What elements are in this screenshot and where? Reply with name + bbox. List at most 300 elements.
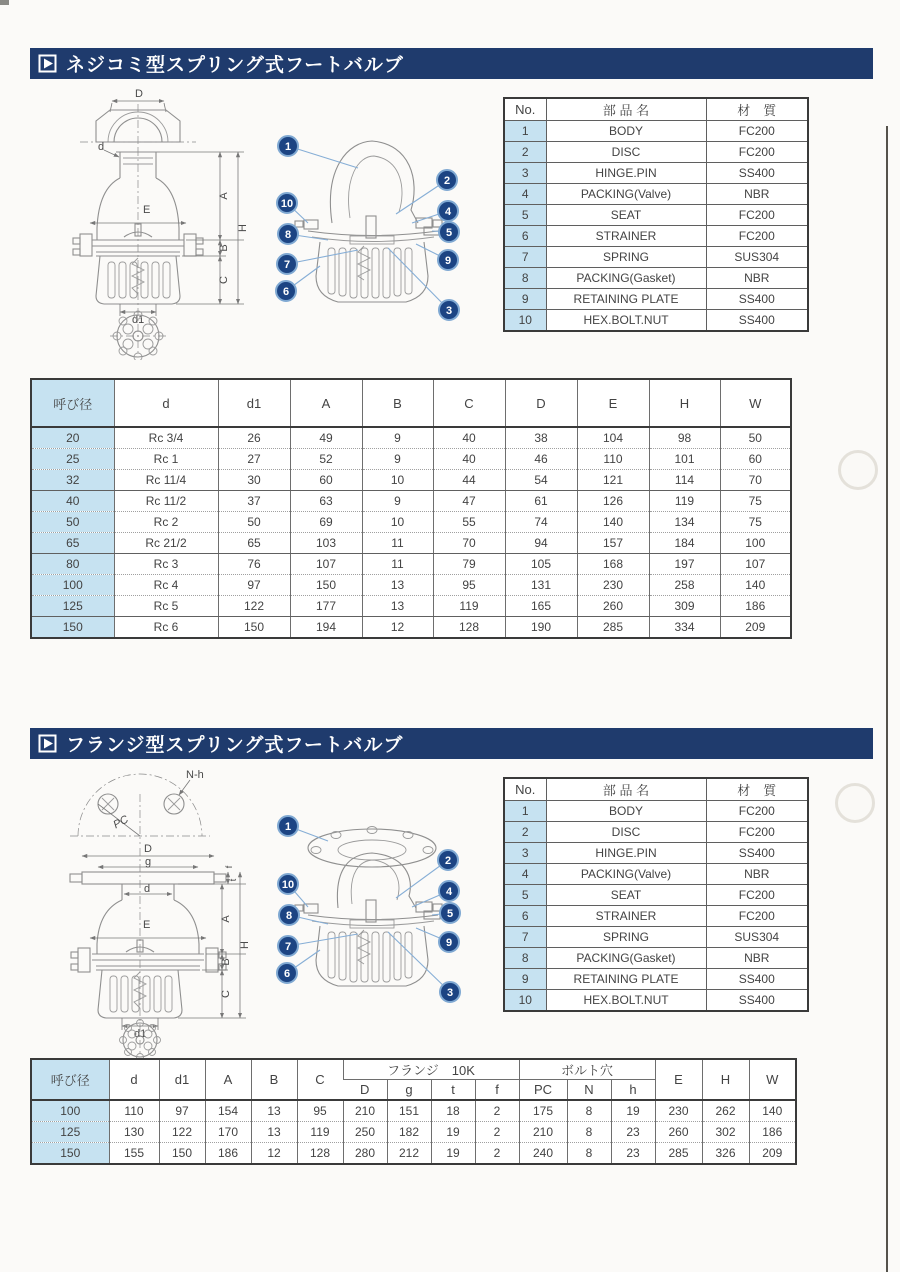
col-d: d xyxy=(109,1059,159,1100)
table-row xyxy=(504,885,808,906)
callout-number: 3 xyxy=(445,305,453,317)
callout-number: 5 xyxy=(446,908,454,920)
parts-header-row xyxy=(504,778,808,801)
table-cell: 150 xyxy=(31,617,114,639)
table-cell: DISC xyxy=(546,822,706,843)
table-cell: 230 xyxy=(577,575,649,596)
callout-leader-line xyxy=(288,146,358,168)
dim-label-t: t xyxy=(228,878,238,882)
table-cell: NBR xyxy=(706,864,808,885)
table-cell: FC200 xyxy=(706,906,808,927)
table-cell: 7 xyxy=(504,927,546,948)
table-cell: 60 xyxy=(720,449,791,470)
table-cell: 309 xyxy=(649,596,720,617)
col-E: E xyxy=(655,1059,702,1100)
table-row xyxy=(31,491,791,512)
table-cell: 19 xyxy=(611,1100,655,1122)
table-cell: 121 xyxy=(577,470,649,491)
table-cell: 186 xyxy=(720,596,791,617)
table-cell: 10 xyxy=(504,310,546,332)
table-cell: 260 xyxy=(655,1122,702,1143)
table-cell: 32 xyxy=(31,470,114,491)
table-cell: 140 xyxy=(720,575,791,596)
table-cell: 13 xyxy=(251,1122,297,1143)
col-D: D xyxy=(505,379,577,427)
table-cell: 11 xyxy=(362,533,433,554)
table-cell: 11 xyxy=(362,554,433,575)
table-cell: 4 xyxy=(504,184,546,205)
col-E: E xyxy=(577,379,649,427)
table-cell: 27 xyxy=(218,449,290,470)
callout-number: 3 xyxy=(446,987,454,999)
table-row xyxy=(31,554,791,575)
table-cell: 19 xyxy=(431,1143,475,1165)
table-cell: 210 xyxy=(519,1122,567,1143)
table-cell: 13 xyxy=(362,575,433,596)
table-cell: 52 xyxy=(290,449,362,470)
callout-3 xyxy=(440,982,460,1002)
callout-9 xyxy=(439,932,459,952)
flanged-valve-cutaway-drawing xyxy=(262,808,482,1018)
table-row xyxy=(504,142,808,163)
callout-4 xyxy=(439,881,459,901)
dim1-header-row xyxy=(31,379,791,427)
dim-label-d1: d1 xyxy=(132,314,145,326)
table-cell: Rc 21/2 xyxy=(114,533,218,554)
table-cell: 150 xyxy=(159,1143,205,1165)
table-cell: HEX.BOLT.NUT xyxy=(546,310,706,332)
dim2-header-row-1 xyxy=(31,1059,796,1080)
table-cell: 70 xyxy=(433,533,505,554)
parts-header-row xyxy=(504,98,808,121)
table-row xyxy=(504,948,808,969)
table-cell: Rc 2 xyxy=(114,512,218,533)
table-cell: 8 xyxy=(567,1122,611,1143)
section1-header-bar xyxy=(30,48,873,79)
table-cell: 8 xyxy=(567,1143,611,1165)
table-cell: PACKING(Gasket) xyxy=(546,948,706,969)
table-cell: Rc 11/4 xyxy=(114,470,218,491)
dim-label-g: g xyxy=(145,856,152,868)
table-cell: 7 xyxy=(504,247,546,268)
table-cell: 105 xyxy=(505,554,577,575)
dimension-table-2 xyxy=(30,1058,797,1165)
table-cell: 3 xyxy=(504,163,546,184)
table-row xyxy=(31,617,791,639)
table-cell: 100 xyxy=(720,533,791,554)
table-cell: PACKING(Valve) xyxy=(546,864,706,885)
table-cell: 18 xyxy=(431,1100,475,1122)
play-square-icon xyxy=(38,734,57,753)
callout-number: 4 xyxy=(444,206,452,218)
table-cell: 151 xyxy=(387,1100,431,1122)
table-cell: 250 xyxy=(343,1122,387,1143)
dim-label-B: B xyxy=(218,244,230,252)
callout-number: 6 xyxy=(282,286,290,298)
play-square-icon xyxy=(38,54,57,73)
dim-label-PC: PC xyxy=(111,813,131,832)
table-cell: 95 xyxy=(433,575,505,596)
table-cell: 209 xyxy=(720,617,791,639)
table-cell: Rc 3/4 xyxy=(114,427,218,449)
table-cell: RETAINING PLATE xyxy=(546,969,706,990)
col-W: W xyxy=(749,1059,796,1100)
table-cell: 150 xyxy=(290,575,362,596)
table-cell: 128 xyxy=(433,617,505,639)
callout-number: 2 xyxy=(444,855,452,867)
table-cell: FC200 xyxy=(706,142,808,163)
table-cell: 70 xyxy=(720,470,791,491)
table-cell: 125 xyxy=(31,1122,109,1143)
table-cell: 4 xyxy=(504,864,546,885)
table-cell: 154 xyxy=(205,1100,251,1122)
table-cell: 119 xyxy=(297,1122,343,1143)
table-cell: 128 xyxy=(297,1143,343,1165)
table-cell: 76 xyxy=(218,554,290,575)
parts-table-2 xyxy=(503,777,809,1012)
callout-6 xyxy=(277,963,297,983)
table-cell: SEAT xyxy=(546,205,706,226)
dim-label-d: d xyxy=(98,141,105,153)
callout-2 xyxy=(438,850,458,870)
table-row xyxy=(504,268,808,289)
table-row xyxy=(504,843,808,864)
table-cell: 122 xyxy=(218,596,290,617)
table-cell: 209 xyxy=(749,1143,796,1165)
table-cell: Rc 6 xyxy=(114,617,218,639)
callout-number: 6 xyxy=(283,968,291,980)
section1-title: ネジコミ型スプリング式フートバルブ xyxy=(66,55,404,76)
table-cell: 1 xyxy=(504,801,546,822)
table-cell: RETAINING PLATE xyxy=(546,289,706,310)
table-cell: 20 xyxy=(31,427,114,449)
table-cell: Rc 4 xyxy=(114,575,218,596)
table-cell: FC200 xyxy=(706,205,808,226)
dim-label-H: H xyxy=(237,224,249,232)
table-cell: 47 xyxy=(433,491,505,512)
scan-artifact xyxy=(0,0,9,5)
table-cell: Rc 3 xyxy=(114,554,218,575)
table-cell: 131 xyxy=(505,575,577,596)
table-row xyxy=(31,1100,796,1122)
table-cell: 9 xyxy=(362,491,433,512)
table-cell: BODY xyxy=(546,121,706,142)
table-cell: STRAINER xyxy=(546,226,706,247)
table-cell: 3 xyxy=(504,843,546,864)
table-cell: 6 xyxy=(504,906,546,927)
callout-number: 8 xyxy=(284,229,292,241)
table-cell: 2 xyxy=(475,1100,519,1122)
table-cell: 65 xyxy=(31,533,114,554)
table-cell: 75 xyxy=(720,512,791,533)
punch-hole xyxy=(838,450,878,490)
table-cell: 104 xyxy=(577,427,649,449)
callout-8 xyxy=(278,224,298,244)
table-cell: 80 xyxy=(31,554,114,575)
table-cell: 54 xyxy=(505,470,577,491)
flanged-valve-dimension-drawing xyxy=(40,768,255,1058)
dim-label-C: C xyxy=(220,990,232,998)
section2-title: フランジ型スプリング式フートバルブ xyxy=(66,735,404,756)
dim-label-d1: d1 xyxy=(134,1028,147,1040)
table-cell: BODY xyxy=(546,801,706,822)
table-cell: 6 xyxy=(504,226,546,247)
table-cell: 9 xyxy=(362,449,433,470)
table-row xyxy=(504,163,808,184)
callout-number: 2 xyxy=(443,175,451,187)
table-cell: 126 xyxy=(577,491,649,512)
col-C: C xyxy=(297,1059,343,1100)
table-cell: 186 xyxy=(749,1122,796,1143)
table-cell: 285 xyxy=(577,617,649,639)
threaded-valve-cutaway-drawing xyxy=(262,128,482,333)
callout-number: 7 xyxy=(283,259,291,271)
table-cell: SS400 xyxy=(706,163,808,184)
col-no: No. xyxy=(504,778,546,801)
table-cell: Rc 5 xyxy=(114,596,218,617)
table-cell: 50 xyxy=(218,512,290,533)
col-bolt-N: N xyxy=(567,1080,611,1101)
table-cell: 326 xyxy=(702,1143,749,1165)
dimension-table-1 xyxy=(30,378,792,639)
col-W: W xyxy=(720,379,791,427)
table-cell: 2 xyxy=(504,142,546,163)
callout-1 xyxy=(278,816,298,836)
table-cell: 10 xyxy=(362,512,433,533)
col-group-bolt-holes: ボルト穴 xyxy=(519,1059,655,1080)
dim-label-C: C xyxy=(218,276,230,284)
table-cell: 134 xyxy=(649,512,720,533)
col-part-name: 部 品 名 xyxy=(546,778,706,801)
table-cell: 9 xyxy=(504,969,546,990)
table-cell: FC200 xyxy=(706,801,808,822)
table-cell: SPRING xyxy=(546,927,706,948)
col-d1: d1 xyxy=(159,1059,205,1100)
table-cell: 26 xyxy=(218,427,290,449)
table-cell: SS400 xyxy=(706,310,808,332)
callout-5 xyxy=(439,222,459,242)
callout-6 xyxy=(276,281,296,301)
table-row xyxy=(504,184,808,205)
table-cell: 1 xyxy=(504,121,546,142)
table-cell: SUS304 xyxy=(706,927,808,948)
table-cell: 65 xyxy=(218,533,290,554)
table-cell: 157 xyxy=(577,533,649,554)
table-cell: SPRING xyxy=(546,247,706,268)
table-cell: 280 xyxy=(343,1143,387,1165)
table-row xyxy=(504,310,808,332)
callout-number: 9 xyxy=(445,937,453,949)
table-row xyxy=(504,969,808,990)
parts-table-1 xyxy=(503,97,809,332)
table-cell: 334 xyxy=(649,617,720,639)
table-cell: 150 xyxy=(31,1143,109,1165)
callout-2 xyxy=(437,170,457,190)
table-cell: 63 xyxy=(290,491,362,512)
col-flange-f: f xyxy=(475,1080,519,1101)
table-cell: 119 xyxy=(649,491,720,512)
table-cell: 30 xyxy=(218,470,290,491)
callout-10 xyxy=(278,874,298,894)
table-row xyxy=(504,822,808,843)
table-cell: 175 xyxy=(519,1100,567,1122)
callout-7 xyxy=(277,254,297,274)
table-cell: 258 xyxy=(649,575,720,596)
table-cell: 190 xyxy=(505,617,577,639)
table-cell: 97 xyxy=(159,1100,205,1122)
table-cell: 25 xyxy=(31,449,114,470)
table-cell: 140 xyxy=(749,1100,796,1122)
table-cell: 8 xyxy=(504,948,546,969)
table-cell: PACKING(Valve) xyxy=(546,184,706,205)
table-cell: 212 xyxy=(387,1143,431,1165)
table-cell: 170 xyxy=(205,1122,251,1143)
callout-1 xyxy=(278,136,298,156)
table-cell: 230 xyxy=(655,1100,702,1122)
table-cell: 260 xyxy=(577,596,649,617)
col-flange-t: t xyxy=(431,1080,475,1101)
table-cell: 100 xyxy=(31,575,114,596)
page-edge-shadow xyxy=(886,126,888,1272)
callout-5 xyxy=(440,903,460,923)
col-H: H xyxy=(649,379,720,427)
table-cell: 130 xyxy=(109,1122,159,1143)
table-cell: 182 xyxy=(387,1122,431,1143)
table-cell: SS400 xyxy=(706,969,808,990)
callout-4 xyxy=(438,201,458,221)
table-cell: DISC xyxy=(546,142,706,163)
table-cell: 302 xyxy=(702,1122,749,1143)
table-cell: SS400 xyxy=(706,843,808,864)
table-cell: 10 xyxy=(362,470,433,491)
table-cell: 110 xyxy=(109,1100,159,1122)
table-cell: 60 xyxy=(290,470,362,491)
table-cell: 12 xyxy=(251,1143,297,1165)
table-cell: 197 xyxy=(649,554,720,575)
callout-number: 8 xyxy=(285,910,293,922)
table-cell: 240 xyxy=(519,1143,567,1165)
table-row xyxy=(504,864,808,885)
table-cell: HINGE.PIN xyxy=(546,163,706,184)
table-cell: 140 xyxy=(577,512,649,533)
callout-3 xyxy=(439,300,459,320)
table-cell: 262 xyxy=(702,1100,749,1122)
dim-label-E: E xyxy=(143,919,151,931)
table-row xyxy=(504,226,808,247)
col-B: B xyxy=(251,1059,297,1100)
col-group-flange-10k: フランジ 10K xyxy=(343,1059,519,1080)
col-material: 材 質 xyxy=(706,778,808,801)
table-cell: PACKING(Gasket) xyxy=(546,268,706,289)
dim-label-D: D xyxy=(144,843,152,855)
col-H: H xyxy=(702,1059,749,1100)
table-cell: 40 xyxy=(31,491,114,512)
col-flange-g: g xyxy=(387,1080,431,1101)
col-B: B xyxy=(362,379,433,427)
col-d1: d1 xyxy=(218,379,290,427)
table-cell: 13 xyxy=(251,1100,297,1122)
dim-label-Nh: N-h xyxy=(186,769,204,781)
table-cell: 44 xyxy=(433,470,505,491)
table-cell: 40 xyxy=(433,449,505,470)
table-cell: 168 xyxy=(577,554,649,575)
table-cell: SUS304 xyxy=(706,247,808,268)
callout-8 xyxy=(279,905,299,925)
col-part-name: 部 品 名 xyxy=(546,98,706,121)
table-cell: 155 xyxy=(109,1143,159,1165)
table-cell: Rc 11/2 xyxy=(114,491,218,512)
table-cell: 177 xyxy=(290,596,362,617)
table-row xyxy=(504,205,808,226)
table-cell: NBR xyxy=(706,948,808,969)
table-cell: 13 xyxy=(362,596,433,617)
callout-number: 5 xyxy=(445,227,453,239)
table-cell: 5 xyxy=(504,885,546,906)
dim-label-E: E xyxy=(143,204,151,216)
table-cell: 75 xyxy=(720,491,791,512)
col-C: C xyxy=(433,379,505,427)
table-cell: 55 xyxy=(433,512,505,533)
table-row xyxy=(31,596,791,617)
table-cell: 46 xyxy=(505,449,577,470)
table-cell: NBR xyxy=(706,184,808,205)
table-cell: 23 xyxy=(611,1143,655,1165)
col-size: 呼び径 xyxy=(31,1059,109,1100)
callout-9 xyxy=(438,250,458,270)
callout-number: 7 xyxy=(284,941,292,953)
table-row xyxy=(31,1143,796,1165)
table-cell: FC200 xyxy=(706,226,808,247)
table-cell: 79 xyxy=(433,554,505,575)
table-cell: 40 xyxy=(433,427,505,449)
table-cell: 5 xyxy=(504,205,546,226)
table-cell: 98 xyxy=(649,427,720,449)
table-cell: FC200 xyxy=(706,885,808,906)
callout-number: 1 xyxy=(284,821,292,833)
col-bolt-PC: PC xyxy=(519,1080,567,1101)
table-cell: 2 xyxy=(504,822,546,843)
table-cell: 285 xyxy=(655,1143,702,1165)
table-cell: 210 xyxy=(343,1100,387,1122)
callout-7 xyxy=(278,936,298,956)
table-cell: NBR xyxy=(706,268,808,289)
table-cell: 38 xyxy=(505,427,577,449)
table-cell: 10 xyxy=(504,990,546,1012)
table-row xyxy=(31,449,791,470)
callout-number: 10 xyxy=(281,879,295,891)
table-cell: 97 xyxy=(218,575,290,596)
dim-label-H: H xyxy=(239,941,251,949)
table-cell: 50 xyxy=(31,512,114,533)
table-cell: 94 xyxy=(505,533,577,554)
col-size: 呼び径 xyxy=(31,379,114,427)
table-cell: 74 xyxy=(505,512,577,533)
callout-number: 1 xyxy=(284,141,292,153)
table-cell: 103 xyxy=(290,533,362,554)
table-row xyxy=(504,906,808,927)
dim-label-A: A xyxy=(218,192,230,200)
table-cell: 2 xyxy=(475,1143,519,1165)
table-row xyxy=(504,289,808,310)
table-cell: 114 xyxy=(649,470,720,491)
table-cell: 165 xyxy=(505,596,577,617)
table-cell: STRAINER xyxy=(546,906,706,927)
table-row xyxy=(504,927,808,948)
table-cell: HEX.BOLT.NUT xyxy=(546,990,706,1012)
table-cell: 61 xyxy=(505,491,577,512)
table-cell: 2 xyxy=(475,1122,519,1143)
section2-header-bar xyxy=(30,728,873,759)
